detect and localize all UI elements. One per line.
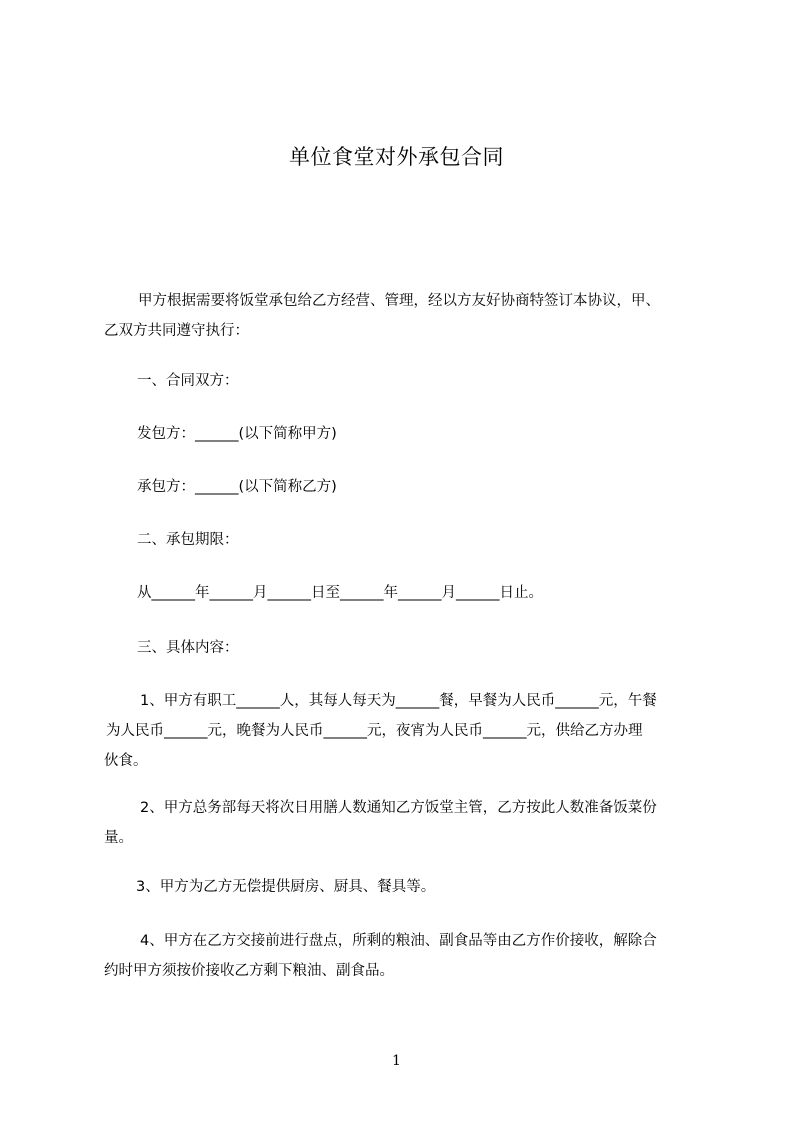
party-b-line: 承包方：______(以下简称乙方) bbox=[137, 479, 337, 495]
term-line: 从______年______月______日至______年______月______日止。 bbox=[137, 585, 543, 601]
item-2-paragraph bbox=[104, 793, 704, 853]
item-2-line-2: 量。 bbox=[104, 830, 133, 846]
section-2-heading: 二、承包期限： bbox=[137, 532, 239, 548]
item-4-line-2: 约时甲方须按价接收乙方剩下粮油、副食品。 bbox=[104, 963, 394, 979]
item-3-line-1: 3、甲方为乙方无偿提供厨房、厨具、餐具等。 bbox=[136, 879, 436, 895]
item-1-line-3: 伙食。 bbox=[104, 753, 148, 769]
page-number: 1 bbox=[392, 1053, 401, 1069]
item-1-line-1: 1、甲方有职工______人，其每人每天为______餐，早餐为人民币______元，午餐 bbox=[140, 693, 657, 709]
intro-line-1: 甲方根据需要将饭堂承包给乙方经营、管理，经以方友好协商特签订本协议，甲、 bbox=[138, 293, 660, 309]
party-a-line: 发包方：______(以下简称甲方) bbox=[137, 426, 337, 442]
intro-line-2: 乙双方共同遵守执行： bbox=[104, 323, 249, 339]
section-1-heading: 一、合同双方： bbox=[137, 373, 239, 389]
item-1-line-2: 为人民币______元，晚餐为人民币______元，夜宵为人民币______元，供给乙方办理 bbox=[106, 723, 643, 739]
item-4-line-1: 4、甲方在乙方交接前进行盘点，所剩的粮油、副食品等由乙方作价接收，解除合 bbox=[140, 933, 657, 949]
item-4-paragraph bbox=[104, 926, 704, 986]
item-3-paragraph bbox=[104, 872, 704, 902]
document-title: 单位食堂对外承包合同 bbox=[289, 145, 504, 169]
item-2-line-1: 2、甲方总务部每天将次日用膳人数通知乙方饭堂主管，乙方按此人数准备饭菜份 bbox=[140, 800, 657, 816]
item-1-paragraph bbox=[104, 686, 704, 776]
section-3-heading: 三、具体内容： bbox=[137, 640, 239, 656]
intro-paragraph bbox=[104, 286, 704, 346]
